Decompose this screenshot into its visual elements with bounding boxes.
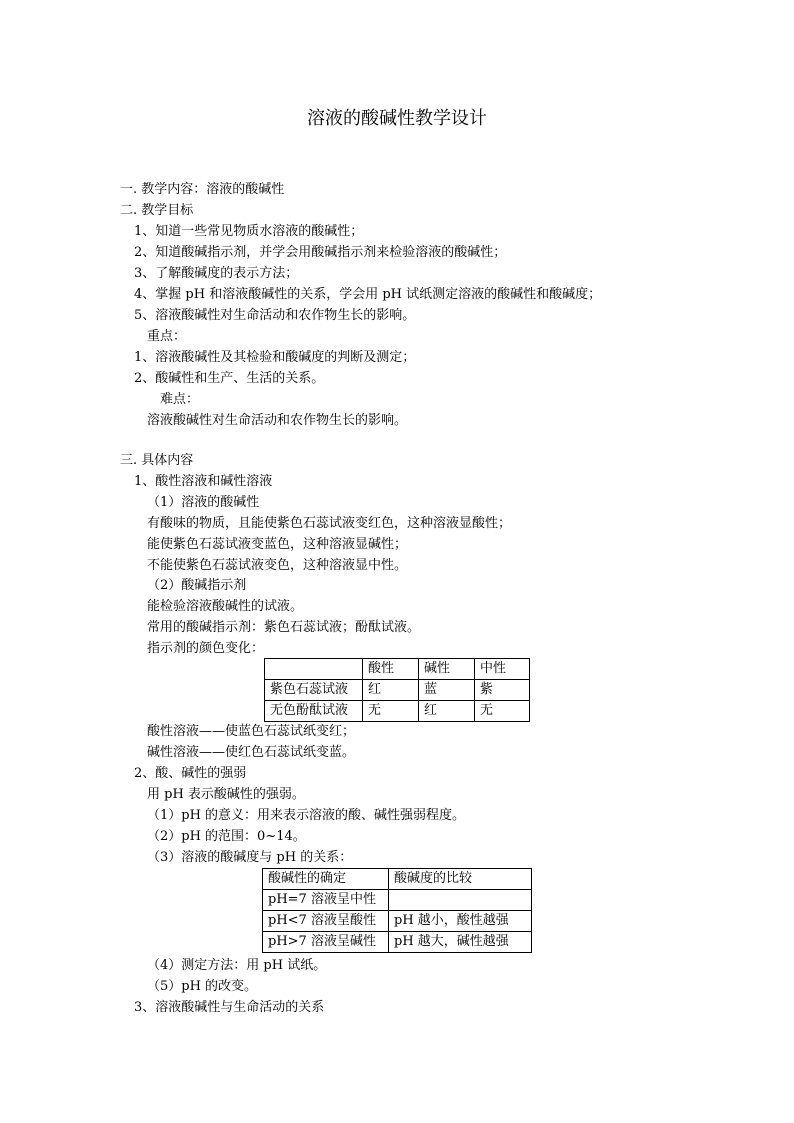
content-1a-line-2: 能使紫色石蕊试液变蓝色，这种溶液显碱性； [147, 537, 408, 552]
difficulty-label: 难点： [160, 392, 200, 407]
table-cell: 碱性 [419, 659, 475, 680]
table-cell: 无 [475, 701, 530, 722]
table-row [265, 659, 530, 680]
table-row [263, 932, 532, 953]
content-1b-line-5: 碱性溶液——使红色石蕊试纸变蓝。 [147, 745, 356, 760]
table-row [265, 701, 530, 722]
section-2-heading: 二. 教学目标 [120, 203, 194, 218]
goal-4: 4、掌握 pH 和溶液酸碱性的关系，学会用 pH 试纸测定溶液的酸碱性和酸碱度； [134, 287, 602, 302]
content-3-heading: 3、溶液酸碱性与生命活动的关系 [134, 1000, 325, 1015]
table-cell: pH>7 溶液呈碱性 [263, 932, 389, 953]
content-2-line-e: （4）测定方法：用 pH 试纸。 [147, 958, 327, 973]
key-point-2: 2、酸碱性和生产、生活的关系。 [134, 371, 325, 386]
table-cell: 蓝 [419, 680, 475, 701]
content-2-line-b: （1）pH 的意义：用来表示溶液的酸、碱性强弱程度。 [147, 808, 466, 823]
table-row [263, 869, 532, 890]
content-1a-heading: （1）溶液的酸碱性 [147, 495, 260, 510]
table-cell: 酸碱度的比较 [389, 869, 532, 890]
section-1-heading: 一. 教学内容：溶液的酸碱性 [120, 182, 285, 197]
section-3-heading: 三. 具体内容 [120, 453, 194, 468]
difficulty-1: 溶液酸碱性对生命活动和农作物生长的影响。 [147, 413, 408, 428]
table-row [263, 890, 532, 911]
indicator-color-table [264, 658, 530, 722]
content-2-line-d: （3）溶液的酸碱度与 pH 的关系： [147, 850, 353, 865]
content-1a-line-1: 有酸味的物质，且能使紫色石蕊试液变红色，这种溶液显酸性； [147, 516, 512, 531]
table-cell: 红 [363, 680, 419, 701]
table-cell: 紫 [475, 680, 530, 701]
table-cell: pH=7 溶液呈中性 [263, 890, 389, 911]
content-2-line-a: 用 pH 表示酸碱性的强弱。 [147, 787, 305, 802]
document-title: 溶液的酸碱性教学设计 [307, 108, 487, 129]
table-cell: 无色酚酞试液 [265, 701, 363, 722]
key-point-1: 1、溶液酸碱性及其检验和酸碱度的判断及测定； [134, 350, 416, 365]
table-cell: pH<7 溶液呈酸性 [263, 911, 389, 932]
goal-5: 5、溶液酸碱性对生命活动和农作物生长的影响。 [134, 308, 416, 323]
table-cell: 酸碱性的确定 [263, 869, 389, 890]
table-row [263, 911, 532, 932]
ph-relation-table [262, 868, 532, 953]
content-1b-heading: （2）酸碱指示剂 [147, 578, 247, 593]
table-cell: pH 越大，碱性越强 [389, 932, 532, 953]
content-1-heading: 1、酸性溶液和碱性溶液 [134, 474, 273, 489]
table-cell [265, 659, 363, 680]
goal-1: 1、知道一些常见物质水溶液的酸碱性； [134, 224, 364, 239]
content-2-line-f: （5）pH 的改变。 [147, 979, 258, 994]
content-2-heading: 2、酸、碱性的强弱 [134, 766, 247, 781]
content-1a-line-3: 不能使紫色石蕊试液变色，这种溶液显中性。 [147, 558, 408, 573]
content-1b-line-3: 指示剂的颜色变化： [147, 641, 265, 656]
table-cell: 中性 [475, 659, 530, 680]
table-cell: 红 [419, 701, 475, 722]
content-2-line-c: （2）pH 的范围：0~14。 [147, 829, 306, 844]
table-cell [389, 890, 532, 911]
content-1b-line-4: 酸性溶液——使蓝色石蕊试纸变红； [147, 724, 356, 739]
content-1b-line-2: 常用的酸碱指示剂：紫色石蕊试液；酚酞试液。 [147, 620, 421, 635]
table-cell: 酸性 [363, 659, 419, 680]
content-1b-line-1: 能检验溶液酸碱性的试液。 [147, 599, 304, 614]
table-cell: 紫色石蕊试液 [265, 680, 363, 701]
goal-2: 2、知道酸碱指示剂，并学会用酸碱指示剂来检验溶液的酸碱性； [134, 245, 507, 260]
table-cell: 无 [363, 701, 419, 722]
table-cell: pH 越小，酸性越强 [389, 911, 532, 932]
key-points-label: 重点： [147, 329, 187, 344]
goal-3: 3、了解酸碱度的表示方法； [134, 266, 299, 281]
table-row [265, 680, 530, 701]
